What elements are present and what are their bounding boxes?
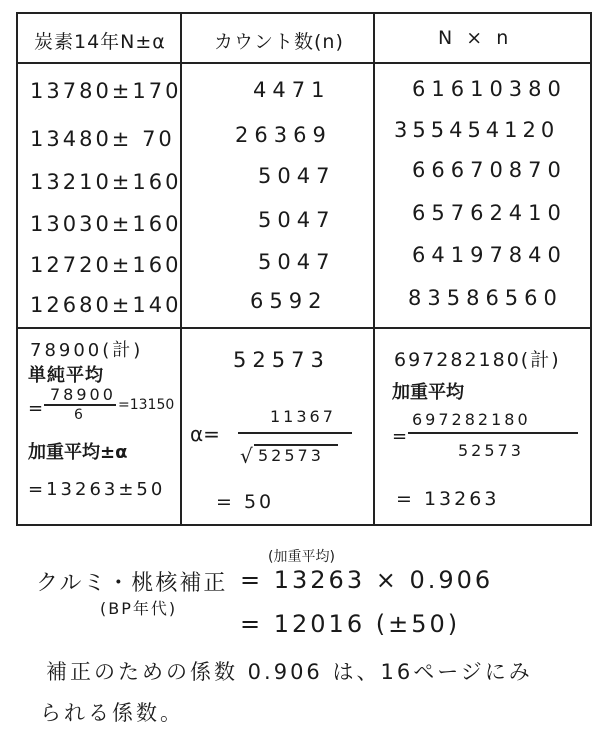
weighted-mean-numerator: 697282180 [412,410,531,429]
correction-formula: = 13263 × 0.906 [240,566,494,594]
cell-product: 83586560 [408,286,563,310]
cell-age: 13210±160 [30,170,182,194]
cell-age: 12680±140 [30,293,182,317]
correction-label: クルミ・桃核補正 [36,571,228,596]
cell-count: 26369 [235,123,332,147]
cell-product: 64197840 [412,243,567,267]
note-line-1: 補正のための係数 0.906 は、16ページにみ [46,660,533,684]
weighted-mean-fraction-bar [408,432,578,434]
correction-sublabel: (BP年代) [100,599,178,618]
weighted-mean-result: = 13263 [396,488,500,510]
cell-count: 6592 [250,289,328,313]
corrected-result: = 12016 (±50) [240,610,461,638]
summary-divider [16,327,592,329]
simple-mean-label: 単純平均 [28,365,104,386]
cell-product: 355454120 [394,118,560,142]
simple-mean-numerator: 78900 [50,385,116,404]
correction-annotation: (加重平均) [268,549,335,565]
simple-mean-result: =13150 [118,397,175,413]
cell-age: 13030±160 [30,212,182,236]
weighted-mean-eq: = [392,426,408,447]
sqrt-sign: √ [240,444,253,468]
product-total: 697282180(計) [394,349,561,371]
cell-product: 65762410 [412,201,567,225]
weighted-mean-result: =13263±50 [28,479,166,500]
header-product: N × n [438,27,513,49]
column-divider-2 [373,12,375,526]
header-age: 炭素14年N±α [34,31,166,53]
cell-count: 5047 [258,208,336,232]
cell-age: 12720±160 [30,253,182,277]
cell-age: 13780±170 [30,79,182,103]
weighted-mean-denominator: 52573 [458,441,524,460]
weighted-mean-title: 加重平均 [392,382,464,403]
cell-count: 5047 [258,164,336,188]
count-total: 52573 [233,348,330,372]
note-line-2: られる係数。 [40,701,184,725]
alpha-result: = 50 [216,491,275,513]
cell-age: 13480± 70 [30,127,175,151]
cell-count: 4471 [253,78,331,102]
alpha-denominator: 52573 [258,446,324,465]
age-total: 78900(計) [30,340,144,361]
simple-mean-eq: = [28,398,44,419]
alpha-fraction-bar [238,432,352,434]
header-count: カウント数(n) [214,31,344,53]
header-divider [16,62,592,64]
cell-product: 61610380 [412,77,567,101]
simple-mean-denominator: 6 [74,407,83,423]
weighted-mean-label: 加重平均±α [28,442,128,463]
cell-count: 5047 [258,250,336,274]
simple-mean-fraction-bar [44,404,116,406]
cell-product: 66670870 [412,158,567,182]
alpha-numerator: 11367 [270,407,336,426]
alpha-label: α= [190,422,220,446]
